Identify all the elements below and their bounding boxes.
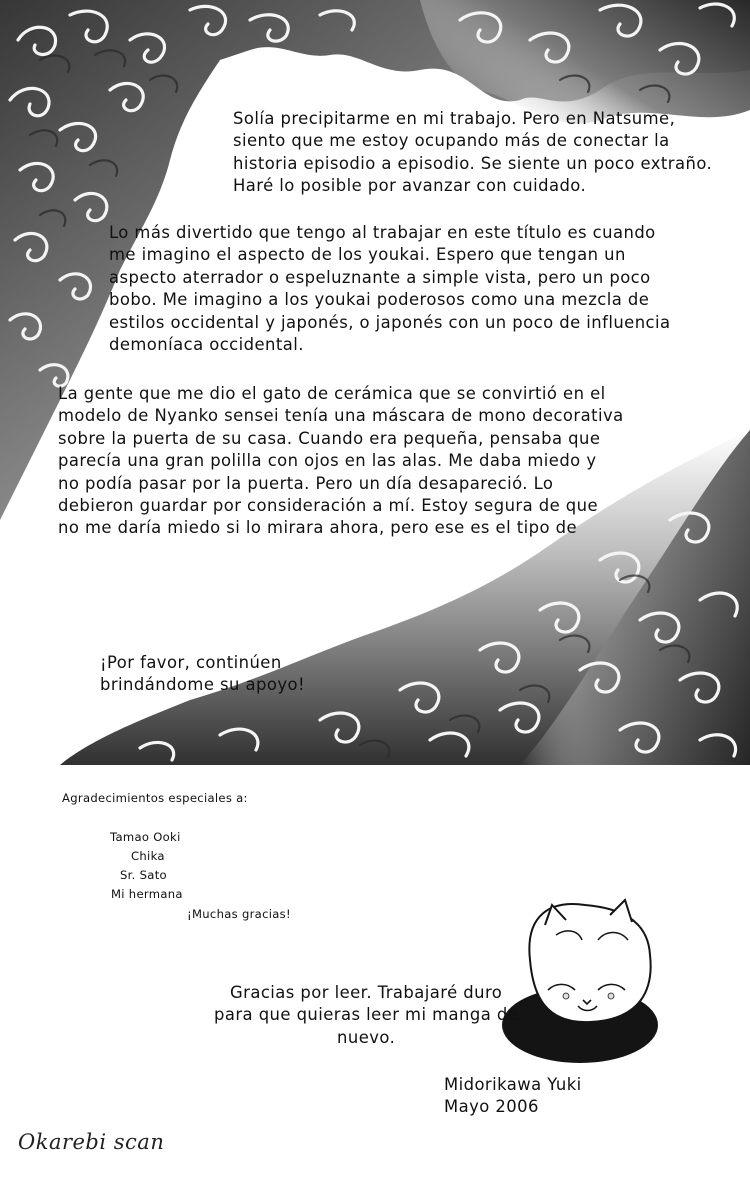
paragraph-line: me imagino el aspecto de los youkai. Espero que tengan un [109, 245, 626, 265]
scanlation-credit: Okarebi scan [18, 1130, 165, 1154]
closing-line: nuevo. [337, 1027, 396, 1047]
appeal-line: ¡Por favor, continúen [100, 653, 282, 672]
paragraph-line: estilos occidental y japonés, o japonés con un poco de influencia [109, 312, 671, 332]
support-appeal [100, 652, 305, 697]
paragraph-line: aspecto aterrador o espeluznante a simple vista, pero un poco [109, 267, 651, 287]
appeal-line: brindándome su apoyo! [100, 675, 305, 695]
paragraph-line: parecía una gran polilla con ojos en las alas. Me daba miedo y [58, 451, 597, 471]
author-name: Midorikawa Yuki [444, 1075, 582, 1094]
paragraph-line: no me daría miedo si lo mirara ahora, pero ese es el tipo de [58, 518, 577, 538]
acknowledgements-heading: Agradecimientos especiales a: [62, 791, 248, 805]
paragraph-line: Lo más divertido que tengo al trabajar en este título es cuando [109, 223, 656, 242]
paragraph-line: La gente que me dio el gato de cerámica que se convirtió en el [58, 384, 606, 403]
paragraph-line: modelo de Nyanko sensei tenía una máscara de mono decorativa [58, 406, 624, 426]
paragraph-youkai [109, 222, 671, 356]
paragraph-line: bobo. Me imagino a los youkai poderosos como una mezcla de [109, 290, 650, 310]
paragraph-line: Solía precipitarme en mi trabajo. Pero en Natsume, [233, 109, 676, 128]
closing-line: Gracias por leer. Trabajaré duro [229, 983, 503, 1002]
paragraph-line: sobre la puerta de su casa. Cuando era pequeña, pensaba que [58, 428, 601, 448]
acknowledged-name: Chika [131, 849, 165, 863]
paragraph-ceramic-cat [58, 383, 624, 540]
paragraph-line: Haré lo posible por avanzar con cuidado. [233, 176, 587, 196]
paragraph-line: siento que me estoy ocupando más de conectar la [233, 131, 670, 151]
acknowledged-name: Tamao Ooki [110, 830, 181, 844]
paragraph-line: demoníaca occidental. [109, 335, 304, 355]
paragraph-line: historia episodio a episodio. Se siente un poco extraño. [233, 153, 713, 173]
acknowledged-name: Mi hermana [111, 887, 183, 901]
closing-message [214, 982, 518, 1049]
paragraph-work-pace [233, 108, 712, 198]
paragraph-line: debieron guardar por consideración a mí. Estoy segura de que [58, 496, 599, 516]
nyanko-sensei-illustration [502, 900, 658, 1063]
signature-date: Mayo 2006 [444, 1097, 539, 1117]
paragraph-line: no podía pasar por la puerta. Pero un día desapareció. Lo [58, 473, 554, 493]
signature [444, 1074, 582, 1119]
acknowledged-name: Sr. Sato [120, 868, 167, 882]
closing-line: para que quieras leer mi manga de [214, 1005, 519, 1025]
acknowledgements-thanks: ¡Muchas gracias! [187, 907, 291, 921]
